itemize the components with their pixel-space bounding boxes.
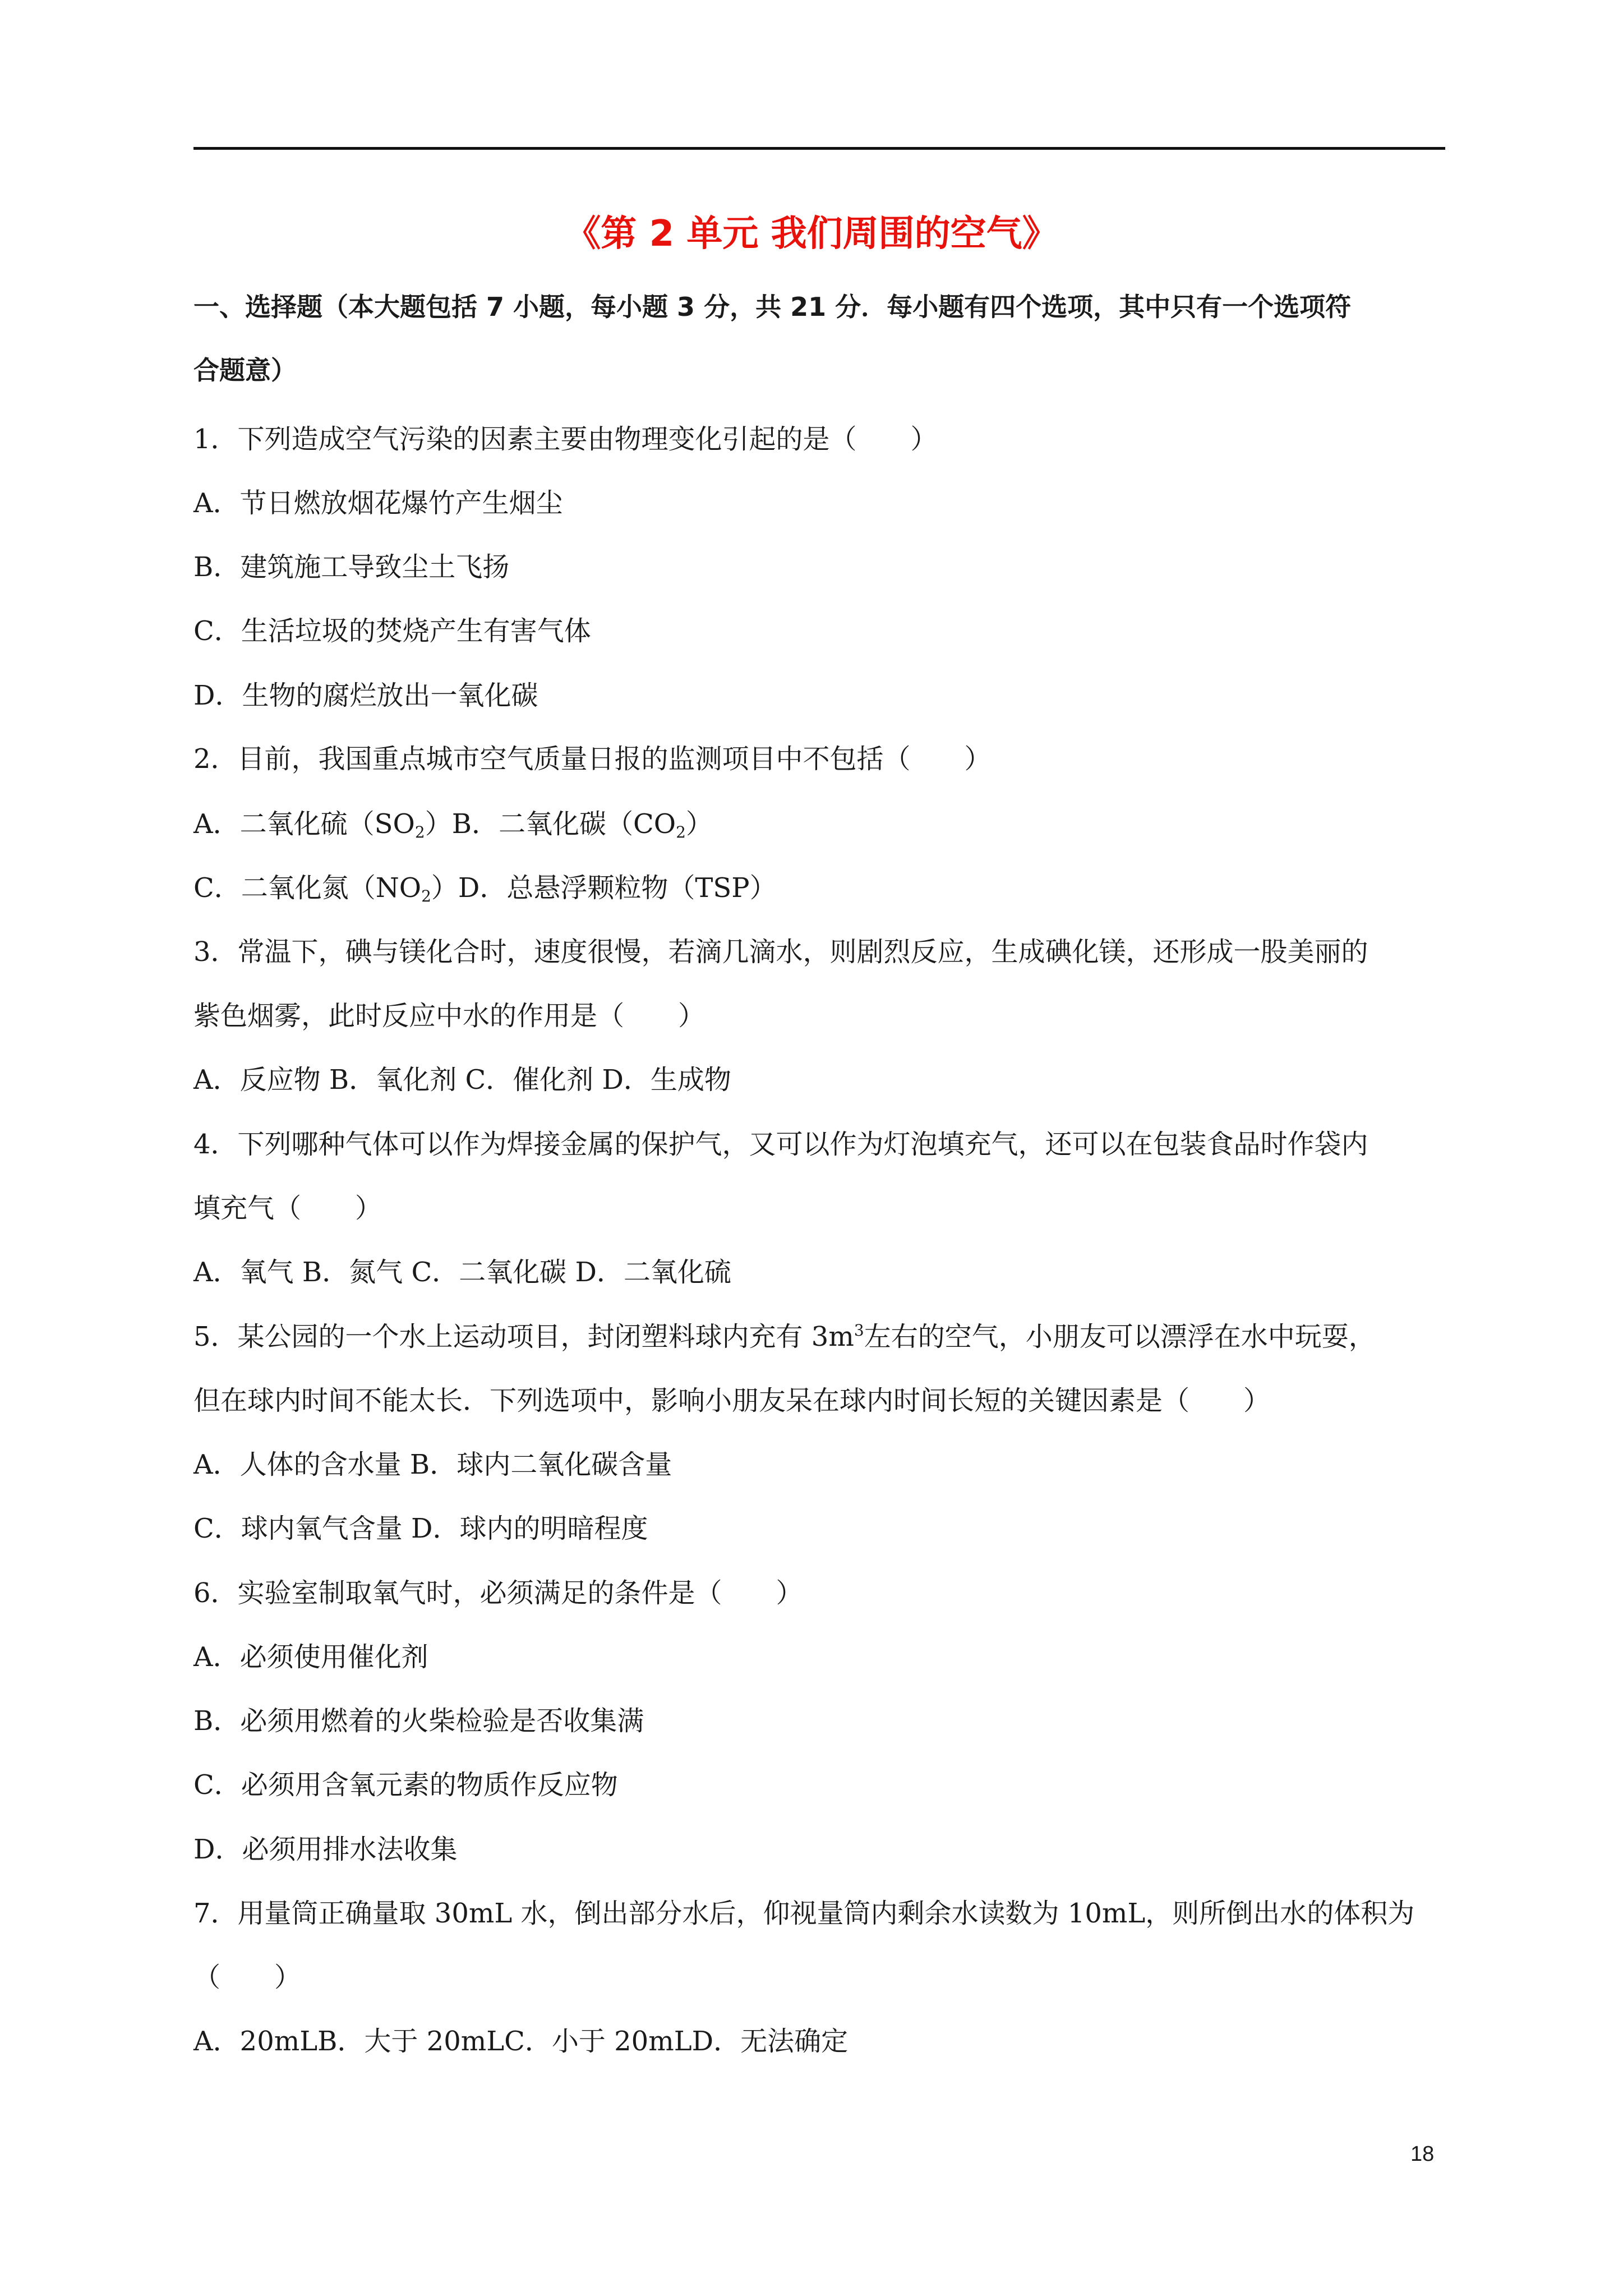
question-1-option-b: B．建筑施工导致尘土飞扬 bbox=[193, 551, 510, 583]
question-7-options: A．20mLB．大于 20mLC．小于 20mLD．无法确定 bbox=[193, 2026, 849, 2057]
section-heading-cont: 合题意） bbox=[193, 355, 297, 385]
question-5-stem: 5．某公园的一个水上运动项目，封闭塑料球内充有 $3m^3$左右的空气，小朋友可以漂浮在水中玩耍， bbox=[193, 1321, 1376, 1352]
question-6-option-c: C．必须用含氧元素的物质作反应物 bbox=[193, 1769, 618, 1801]
question-6-option-b: B．必须用燃着的火柴检验是否收集满 bbox=[193, 1705, 644, 1737]
question-4-options: A．氧气 B．氮气 C．二氧化碳 D．二氧化硫 bbox=[193, 1257, 731, 1288]
question-5-options-ab: A．人体的含水量 B．球内二氧化碳含量 bbox=[193, 1449, 672, 1480]
question-7-stem: 7．用量筒正确量取 30mL 水，倒出部分水后，仰视量筒内剩余水读数为 10mL，则所倒出水的体积为 bbox=[193, 1898, 1415, 1929]
question-6-option-d: D．必须用排水法收集 bbox=[193, 1834, 458, 1865]
question-6-stem: 6．实验室制取氧气时，必须满足的条件是（ ） bbox=[193, 1577, 803, 1609]
question-1-option-a: A．节日燃放烟花爆竹产生烟尘 bbox=[193, 487, 563, 519]
page-number: 18 bbox=[1410, 2142, 1435, 2166]
page-title: 《第 2 单元 我们周围的空气》 bbox=[565, 213, 1058, 255]
section-heading: 一、选择题（本大题包括 7 小题，每小题 3 分，共 21 分．每小题有四个选项，其中只有一个选项符 bbox=[193, 292, 1352, 322]
question-6-option-a: A．必须使用催化剂 bbox=[193, 1641, 428, 1673]
question-3-options: A．反应物 B．氧化剂 C．催化剂 D．生成物 bbox=[193, 1064, 731, 1096]
question-2-stem: 2．目前，我国重点城市空气质量日报的监测项目中不包括（ ） bbox=[193, 743, 992, 775]
question-1-option-d: D．生物的腐烂放出一氧化碳 bbox=[193, 680, 538, 711]
question-1-option-c: C．生活垃圾的焚烧产生有害气体 bbox=[193, 615, 591, 647]
header-rule bbox=[193, 147, 1445, 150]
question-5-stem-cont: 但在球内时间不能太长．下列选项中，影响小朋友呆在球内时间长短的关键因素是（ ） bbox=[193, 1385, 1271, 1416]
question-3-stem: 3．常温下，碘与镁化合时，速度很慢，若滴几滴水，则剧烈反应，生成碘化镁，还形成一股美丽的 bbox=[193, 936, 1368, 968]
question-2-options-cd: C．二氧化氮$(NO_2)D$．总悬浮颗粒物（TSP） bbox=[193, 872, 777, 905]
question-7-stem-cont: （ ） bbox=[193, 1962, 302, 1993]
question-3-stem-cont: 紫色烟雾，此时反应中水的作用是（ ） bbox=[193, 1000, 706, 1032]
question-2-options-ab: A．二氧化硫$(SO_2)B$．二氧化碳$(CO_2)$ bbox=[193, 808, 713, 841]
question-1-stem: 1．下列造成空气污染的因素主要由物理变化引起的是（ ） bbox=[193, 424, 938, 455]
question-5-options-cd: C．球内氧气含量 D．球内的明暗程度 bbox=[193, 1513, 648, 1544]
question-4-stem-cont: 填充气（ ） bbox=[193, 1193, 382, 1224]
question-4-stem: 4．下列哪种气体可以作为焊接金属的保护气，又可以作为灯泡填充气，还可以在包装食品时作袋内 bbox=[193, 1129, 1368, 1160]
